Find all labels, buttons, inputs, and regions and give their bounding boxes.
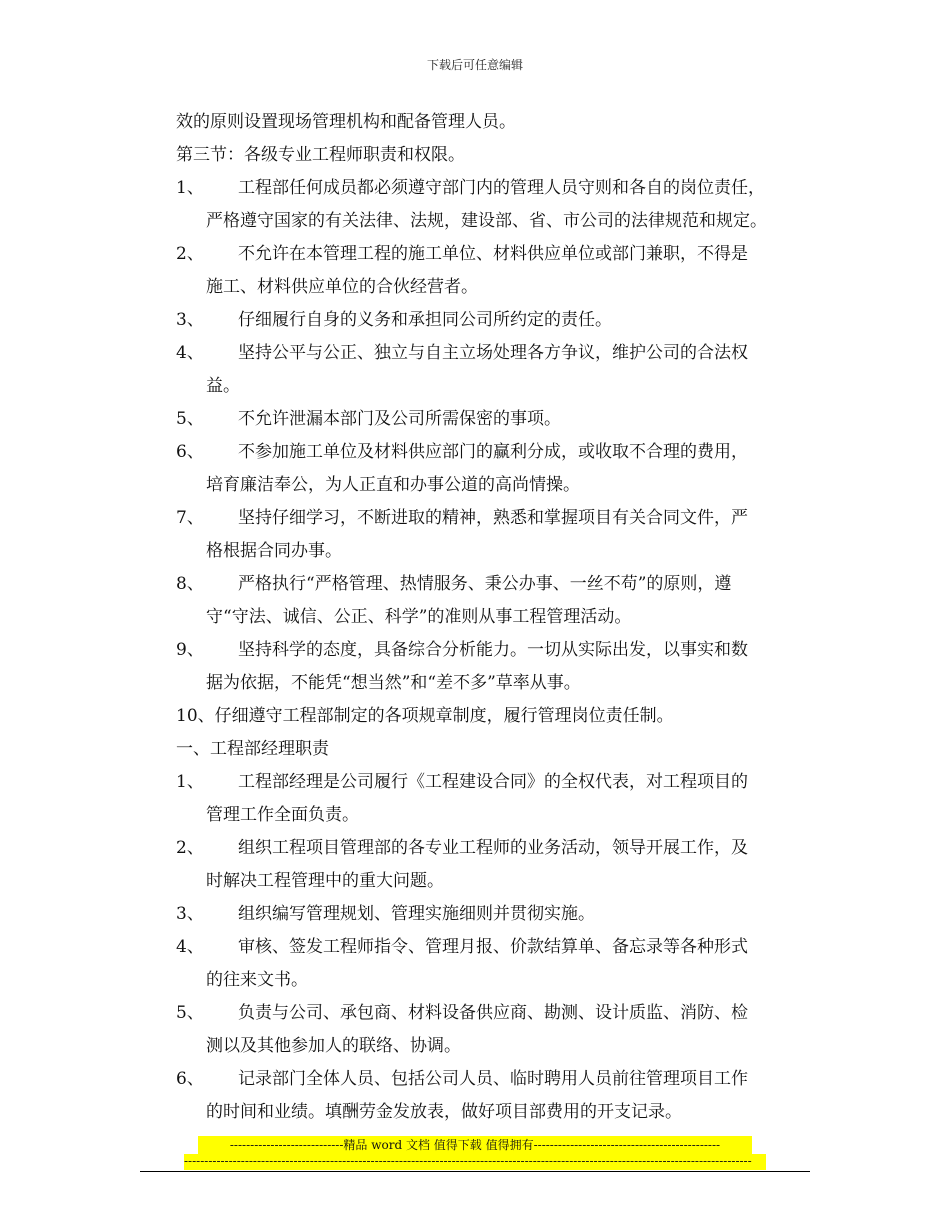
list-item-number: 3、 <box>176 310 204 330</box>
list-item-number: 4、 <box>176 937 204 957</box>
list-item-line-2: 测以及其他参加人的联络、协调。 <box>206 1036 461 1056</box>
section-title: 第三节：各级专业工程师职责和权限。 <box>176 145 465 165</box>
list-item-line-1: 不参加施工单位及材料供应部门的赢利分成，或收取不合理的费用， <box>238 442 748 462</box>
list-item-10: 10、仔细遵守工程部制定的各项规章制度，履行管理岗位责任制。 <box>176 706 674 726</box>
list-item-line-2: 益。 <box>206 376 240 396</box>
list-item-line-2: 管理工作全面负责。 <box>206 805 359 825</box>
list-item-text <box>238 403 816 436</box>
list-item <box>176 1063 816 1129</box>
list-item-line-2: 培育廉洁奉公，为人正直和办事公道的高尚情操。 <box>206 475 580 495</box>
list-item <box>176 304 816 337</box>
list-item-number: 8、 <box>176 574 204 594</box>
list-item <box>176 403 816 436</box>
list-item-number: 7、 <box>176 508 204 528</box>
list-item <box>176 832 816 898</box>
list-item-number: 5、 <box>176 1003 204 1023</box>
list-item-number: 1、 <box>176 772 204 792</box>
list-item-text <box>206 766 816 832</box>
list-item-line-1: 组织编写管理规划、管理实施细则并贯彻实施。 <box>238 904 595 924</box>
list-item-line-1: 坚持科学的态度，具备综合分析能力。一切从实际出发，以事实和数 <box>238 640 748 660</box>
list-item-line-2: 时解决工程管理中的重大问题。 <box>206 871 444 891</box>
manager-duties-list <box>176 766 816 1129</box>
list-item <box>176 172 816 238</box>
list-item-line-2: 的往来文书。 <box>206 970 308 990</box>
list-item <box>176 436 816 502</box>
list-item-line-1: 仔细履行自身的义务和承担同公司所约定的责任。 <box>238 310 612 330</box>
page-header: 下载后可任意编辑 <box>426 58 523 72</box>
list-item-number: 6、 <box>176 1069 204 1089</box>
list-item <box>176 568 816 634</box>
list-item-text <box>206 172 816 238</box>
intro-line-1: 效的原则设置现场管理机构和配备管理人员。 <box>176 112 516 132</box>
list-item-text <box>206 238 816 304</box>
list-item-line-2: 施工、材料供应单位的合伙经营者。 <box>206 277 478 297</box>
list-item-text <box>206 502 816 568</box>
list-item <box>176 238 816 304</box>
list-item-line-1: 不允许在本管理工程的施工单位、材料供应单位或部门兼职，不得是 <box>238 244 748 264</box>
list-item-line-2: 守“守法、诚信、公正、科学”的准则从事工程管理活动。 <box>206 607 632 627</box>
list-item-line-1: 审核、签发工程师指令、管理月报、价款结算单、备忘录等各种形式 <box>238 937 748 957</box>
footer-rule <box>140 1171 810 1172</box>
list-item-number: 5、 <box>176 409 204 429</box>
list-item-line-1: 严格执行“严格管理、热情服务、秉公办事、一丝不苟”的原则，遵 <box>238 574 732 594</box>
footer-banner-line-1: ----------------------------精品 word 文档 值得下载 值得拥有---------------------------------------------- <box>198 1136 752 1154</box>
heading-manager-duties: 一、工程部经理职责 <box>176 739 329 759</box>
list-item-line-2: 据为依据，不能凭“想当然”和“差不多”草率从事。 <box>206 673 581 693</box>
list-item-text <box>206 1063 816 1129</box>
list-item-line-1: 工程部任何成员都必须遵守部门内的管理人员守则和各自的岗位责任， <box>238 178 765 198</box>
list-item-text <box>206 832 816 898</box>
list-item-number: 6、 <box>176 442 204 462</box>
list-item-number: 3、 <box>176 904 204 924</box>
list-item-line-1: 坚持公平与公正、独立与自主立场处理各方争议，维护公司的合法权 <box>238 343 748 363</box>
list-item-line-1: 记录部门全体人员、包括公司人员、临时聘用人员前往管理项目工作 <box>238 1069 748 1089</box>
list-item-line-2: 严格遵守国家的有关法律、法规，建设部、省、市公司的法律规范和规定。 <box>206 211 767 231</box>
list-item <box>176 337 816 403</box>
list-item-number: 2、 <box>176 244 204 264</box>
list-item-text <box>238 898 816 931</box>
list-item-line-1: 工程部经理是公司履行《工程建设合同》的全权代表，对工程项目的 <box>238 772 748 792</box>
list-item-number: 1、 <box>176 178 204 198</box>
list-item <box>176 898 816 931</box>
list-item <box>176 502 816 568</box>
list-item-number: 4、 <box>176 343 204 363</box>
list-item-number: 2、 <box>176 838 204 858</box>
list-item-line-1: 不允许泄漏本部门及公司所需保密的事项。 <box>238 409 561 429</box>
list-item-line-1: 坚持仔细学习，不断进取的精神，熟悉和掌握项目有关合同文件，严 <box>238 508 748 528</box>
responsibility-list <box>176 172 816 700</box>
list-item-line-1: 负责与公司、承包商、材料设备供应商、勘测、设计质监、消防、检 <box>238 1003 748 1023</box>
list-item-text <box>238 304 816 337</box>
document-body <box>176 106 816 1129</box>
list-item-line-2: 的时间和业绩。填酬劳金发放表，做好项目部费用的开支记录。 <box>206 1102 682 1122</box>
list-item <box>176 634 816 700</box>
list-item-text <box>206 997 816 1063</box>
list-item-text <box>206 931 816 997</box>
list-item-text <box>206 436 816 502</box>
list-item-line-2: 格根据合同办事。 <box>206 541 342 561</box>
list-item-text <box>206 568 816 634</box>
list-item <box>176 766 816 832</box>
list-item-line-1: 组织工程项目管理部的各专业工程师的业务活动，领导开展工作，及 <box>238 838 748 858</box>
list-item <box>176 931 816 997</box>
list-item <box>176 997 816 1063</box>
list-item-text <box>206 634 816 700</box>
footer-banner-line-2: -------------------------------------------------------------------------------------------------------------------------------------------- <box>184 1154 766 1170</box>
list-item-number: 9、 <box>176 640 204 660</box>
list-item-text <box>206 337 816 403</box>
